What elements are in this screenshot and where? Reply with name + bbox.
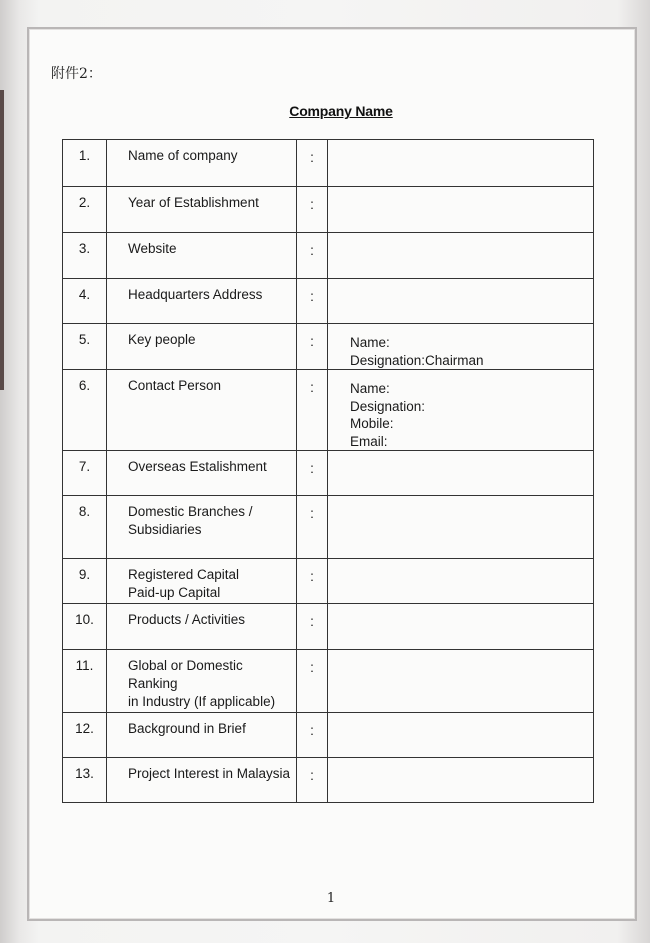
field-label: Project Interest in Malaysia (107, 758, 297, 803)
field-value-input[interactable] (328, 140, 594, 187)
row-number: 12. (63, 713, 107, 758)
field-colon: : (297, 324, 328, 370)
attachment-label: 附件2： (51, 66, 102, 82)
row-number: 8. (63, 496, 107, 559)
field-label: Background in Brief (107, 713, 297, 758)
scan-edge-shadow (0, 90, 4, 390)
field-colon: : (297, 713, 328, 758)
row-number: 6. (63, 370, 107, 451)
field-colon: : (297, 279, 328, 324)
field-label: Key people (107, 324, 297, 370)
form-row (63, 758, 594, 803)
field-label: Name of company (107, 140, 297, 187)
field-label: Overseas Estalishment (107, 451, 297, 496)
page-number: 1 (326, 891, 336, 906)
row-number: 1. (63, 140, 107, 187)
field-value-line: Designation: (350, 398, 426, 414)
row-number: 3. (63, 233, 107, 279)
row-number: 10. (63, 604, 107, 650)
field-label-line: Registered Capital (128, 567, 240, 582)
field-label-line: Subsidiaries (128, 522, 202, 537)
form-row (63, 650, 594, 713)
field-colon: : (297, 604, 328, 650)
field-value-input[interactable] (328, 187, 594, 233)
row-number: 9. (63, 559, 107, 604)
form-row (63, 604, 594, 650)
field-label: Website (107, 233, 297, 279)
field-colon: : (297, 650, 328, 713)
form-row (63, 140, 594, 187)
row-number: 13. (63, 758, 107, 803)
row-number: 2. (63, 187, 107, 233)
field-colon: : (297, 496, 328, 559)
field-value-input[interactable] (328, 324, 594, 370)
document-title: Company Name (289, 103, 393, 119)
field-value-line: Email: (350, 433, 388, 449)
field-value-input[interactable] (328, 233, 594, 279)
field-label (107, 496, 297, 559)
form-row (63, 559, 594, 604)
field-colon: : (297, 140, 328, 187)
field-colon: : (297, 187, 328, 233)
field-label: Contact Person (107, 370, 297, 451)
form-row (63, 370, 594, 451)
form-row (63, 496, 594, 559)
form-row (63, 713, 594, 758)
field-label-line: Paid-up Capital (128, 585, 221, 600)
company-info-table (62, 139, 594, 803)
field-label-line: Global or Domestic Ranking (128, 658, 243, 691)
field-value-line: Name: (350, 381, 390, 396)
row-number: 11. (63, 650, 107, 713)
field-label (107, 559, 297, 604)
field-label-line: Domestic Branches / (128, 504, 253, 519)
field-label-line: in Industry (If applicable) (128, 694, 276, 709)
form-row (63, 233, 594, 279)
field-label: Headquarters Address (107, 279, 297, 324)
field-label: Year of Establishment (107, 187, 297, 233)
field-colon: : (297, 559, 328, 604)
field-value-input[interactable] (328, 451, 594, 496)
form-row (63, 187, 594, 233)
row-number: 5. (63, 324, 107, 370)
field-colon: : (297, 758, 328, 803)
field-colon: : (297, 233, 328, 279)
field-value-input[interactable] (328, 279, 594, 324)
field-value-line: Designation:Chairman (350, 352, 484, 368)
form-row (63, 451, 594, 496)
field-label: Products / Activities (107, 604, 297, 650)
field-label (107, 650, 297, 713)
field-value-line: Mobile: (350, 416, 394, 431)
form-row (63, 324, 594, 370)
field-value-input[interactable] (328, 604, 594, 650)
field-value-input[interactable] (328, 370, 594, 451)
field-value-input[interactable] (328, 650, 594, 713)
row-number: 7. (63, 451, 107, 496)
row-number: 4. (63, 279, 107, 324)
field-value-line: Name: (350, 335, 390, 350)
field-colon: : (297, 370, 328, 451)
field-value-input[interactable] (328, 496, 594, 559)
field-colon: : (297, 451, 328, 496)
field-value-input[interactable] (328, 758, 594, 803)
document-page (27, 27, 637, 921)
form-row (63, 279, 594, 324)
field-value-input[interactable] (328, 559, 594, 604)
field-value-input[interactable] (328, 713, 594, 758)
